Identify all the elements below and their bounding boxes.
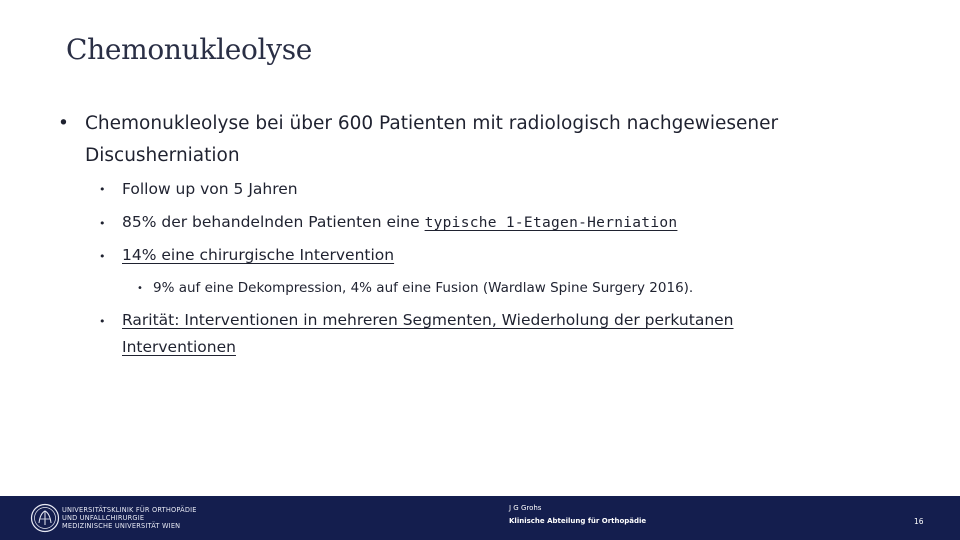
bullet-6-line-2-link[interactable]: Interventionen <box>122 338 236 356</box>
bullet-5-marker: • <box>137 283 143 294</box>
logo-text-line-3: MEDIZINISCHE UNIVERSITÄT WIEN <box>62 522 181 530</box>
footer-author: J G Grohs <box>509 504 542 512</box>
bullet-5-text: 9% auf eine Dekompression, 4% auf eine Fusion (Wardlaw Spine Surgery 2016). <box>153 280 694 296</box>
logo-text-line-1: UNIVERSITÄTSKLINIK FÜR ORTHOPÄDIE <box>62 506 197 514</box>
bullet-1-marker: • <box>58 113 69 134</box>
bullet-3-marker: • <box>99 217 106 230</box>
bullet-3-underlined-link[interactable]: typische 1-Etagen-Herniation <box>424 215 678 231</box>
bullet-3-plain: 85% der behandelnden Patienten eine <box>122 213 425 231</box>
bullet-2-marker: • <box>99 183 106 196</box>
bullet-4-marker: • <box>99 250 106 263</box>
bullet-1-line-2: Discusherniation <box>85 145 240 166</box>
bullet-1-line-1: Chemonukleolyse bei über 600 Patienten mit radiologisch nachgewiesener <box>85 113 779 134</box>
university-seal-icon <box>30 503 60 533</box>
bullet-6-line-1-link[interactable]: Rarität: Interventionen in mehreren Segmenten, Wiederholung der perkutanen <box>122 311 734 329</box>
slide-title: Chemonukleolyse <box>66 33 313 66</box>
bullet-3-text <box>122 213 677 231</box>
bullet-4-underlined-link[interactable]: 14% eine chirurgische Intervention <box>122 246 395 264</box>
footer-department: Klinische Abteilung für Orthopädie <box>509 517 647 525</box>
bullet-2-text: Follow up von 5 Jahren <box>122 180 298 198</box>
university-logo <box>30 502 230 534</box>
bullet-6-marker: • <box>99 315 106 328</box>
page-number: 16 <box>914 517 924 526</box>
logo-text-line-2: UND UNFALLCHIRURGIE <box>62 514 145 522</box>
footer-bar <box>0 496 960 540</box>
